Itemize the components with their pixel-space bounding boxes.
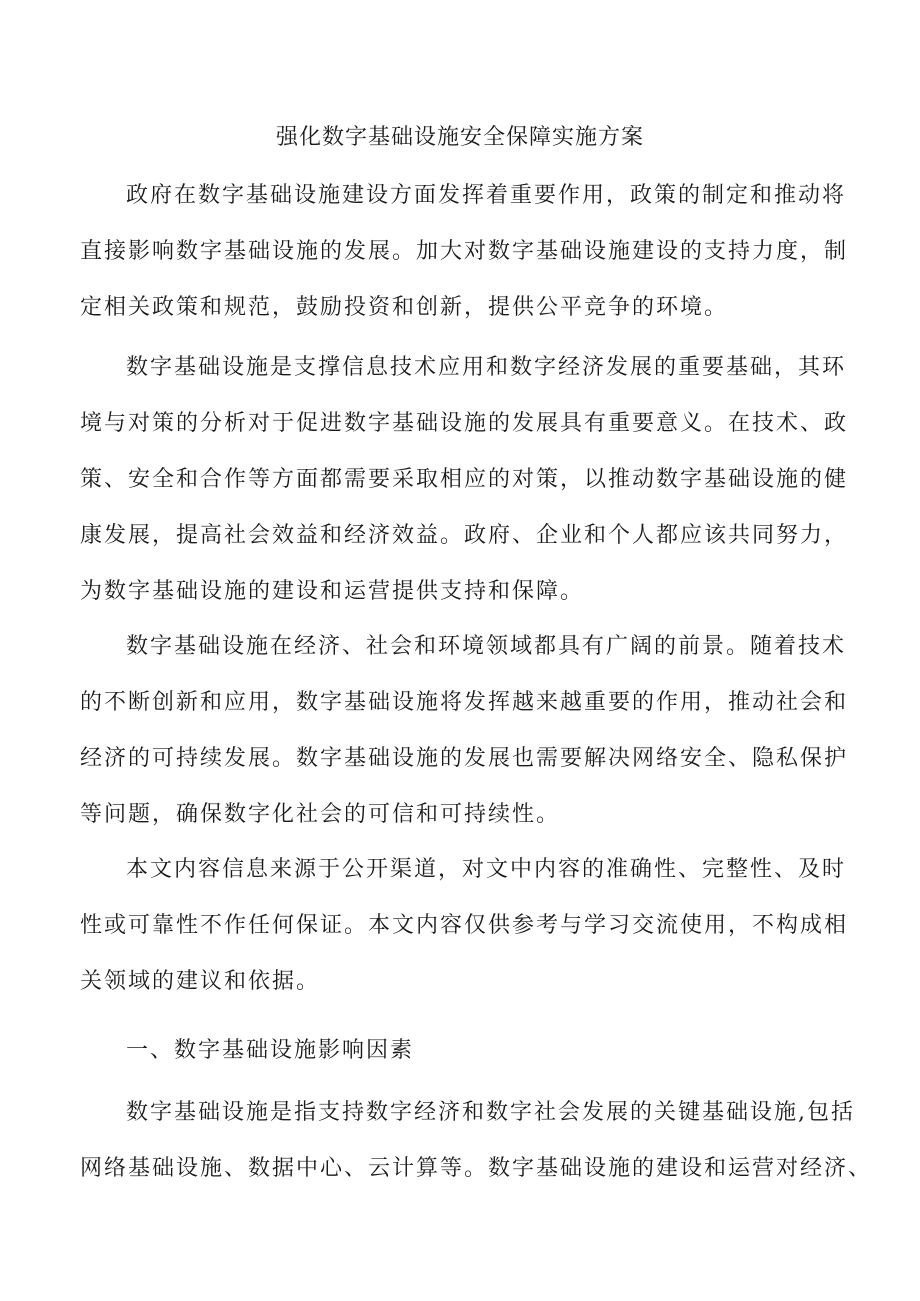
paragraph-line: 数字基础设施是支撑信息技术应用和数字经济发展的重要基础，其环 — [126, 355, 847, 380]
paragraph-line: 经济的可持续发展。数字基础设施的发展也需要解决网络安全、隐私保护 — [80, 746, 849, 771]
paragraph-line: 等问题，确保数字化社会的可信和可持续性。 — [80, 802, 561, 827]
paragraph-line: 政府在数字基础设施建设方面发挥着重要作用，政策的制定和推动将 — [126, 183, 847, 208]
paragraph-line: 定相关政策和规范，鼓励投资和创新，提供公平竞争的环境。 — [80, 295, 729, 320]
paragraph-prospects — [80, 619, 860, 843]
paragraph-line: 网络基础设施、数据中心、云计算等。数字基础设施的建设和运营对经济、 — [80, 1156, 873, 1181]
paragraph-environment-analysis — [80, 340, 860, 620]
paragraph-line: 本文内容信息来源于公开渠道，对文中内容的准确性、完整性、及时 — [126, 857, 847, 882]
paragraph-line: 为数字基础设施的建设和运营提供支持和保障。 — [80, 579, 585, 604]
paragraph-line: 策、安全和合作等方面都需要采取相应的对策，以推动数字基础设施的健 — [80, 467, 849, 492]
paragraph-definition — [80, 1085, 873, 1197]
paragraph-line: 数字基础设施在经济、社会和环境领域都具有广阔的前景。随着技术 — [126, 634, 847, 659]
paragraph-line: 关领域的建议和依据。 — [80, 969, 321, 994]
paragraph-line: 直接影响数字基础设施的发展。加大对数字基础设施建设的支持力度，制 — [80, 239, 849, 264]
paragraph-disclaimer — [80, 842, 860, 1010]
section-heading-1 — [80, 1023, 860, 1079]
paragraph-line: 康发展，提高社会效益和经济效益。政府、企业和个人都应该共同努力， — [80, 523, 849, 548]
section-heading-text: 一、数字基础设施影响因素 — [126, 1038, 415, 1063]
paragraph-line: 境与对策的分析对于促进数字基础设施的发展具有重要意义。在技术、政 — [80, 411, 849, 436]
paragraph-policy-role — [80, 168, 860, 336]
paragraph-line: 的不断创新和应用，数字基础设施将发挥越来越重要的作用，推动社会和 — [80, 690, 849, 715]
paragraph-line: 数字基础设施是指支持数字经济和数字社会发展的关键基础设施,包括 — [126, 1100, 855, 1125]
paragraph-line: 性或可靠性不作任何保证。本文内容仅供参考与学习交流使用，不构成相 — [80, 913, 849, 938]
document-title: 强化数字基础设施安全保障实施方案 — [275, 125, 644, 150]
